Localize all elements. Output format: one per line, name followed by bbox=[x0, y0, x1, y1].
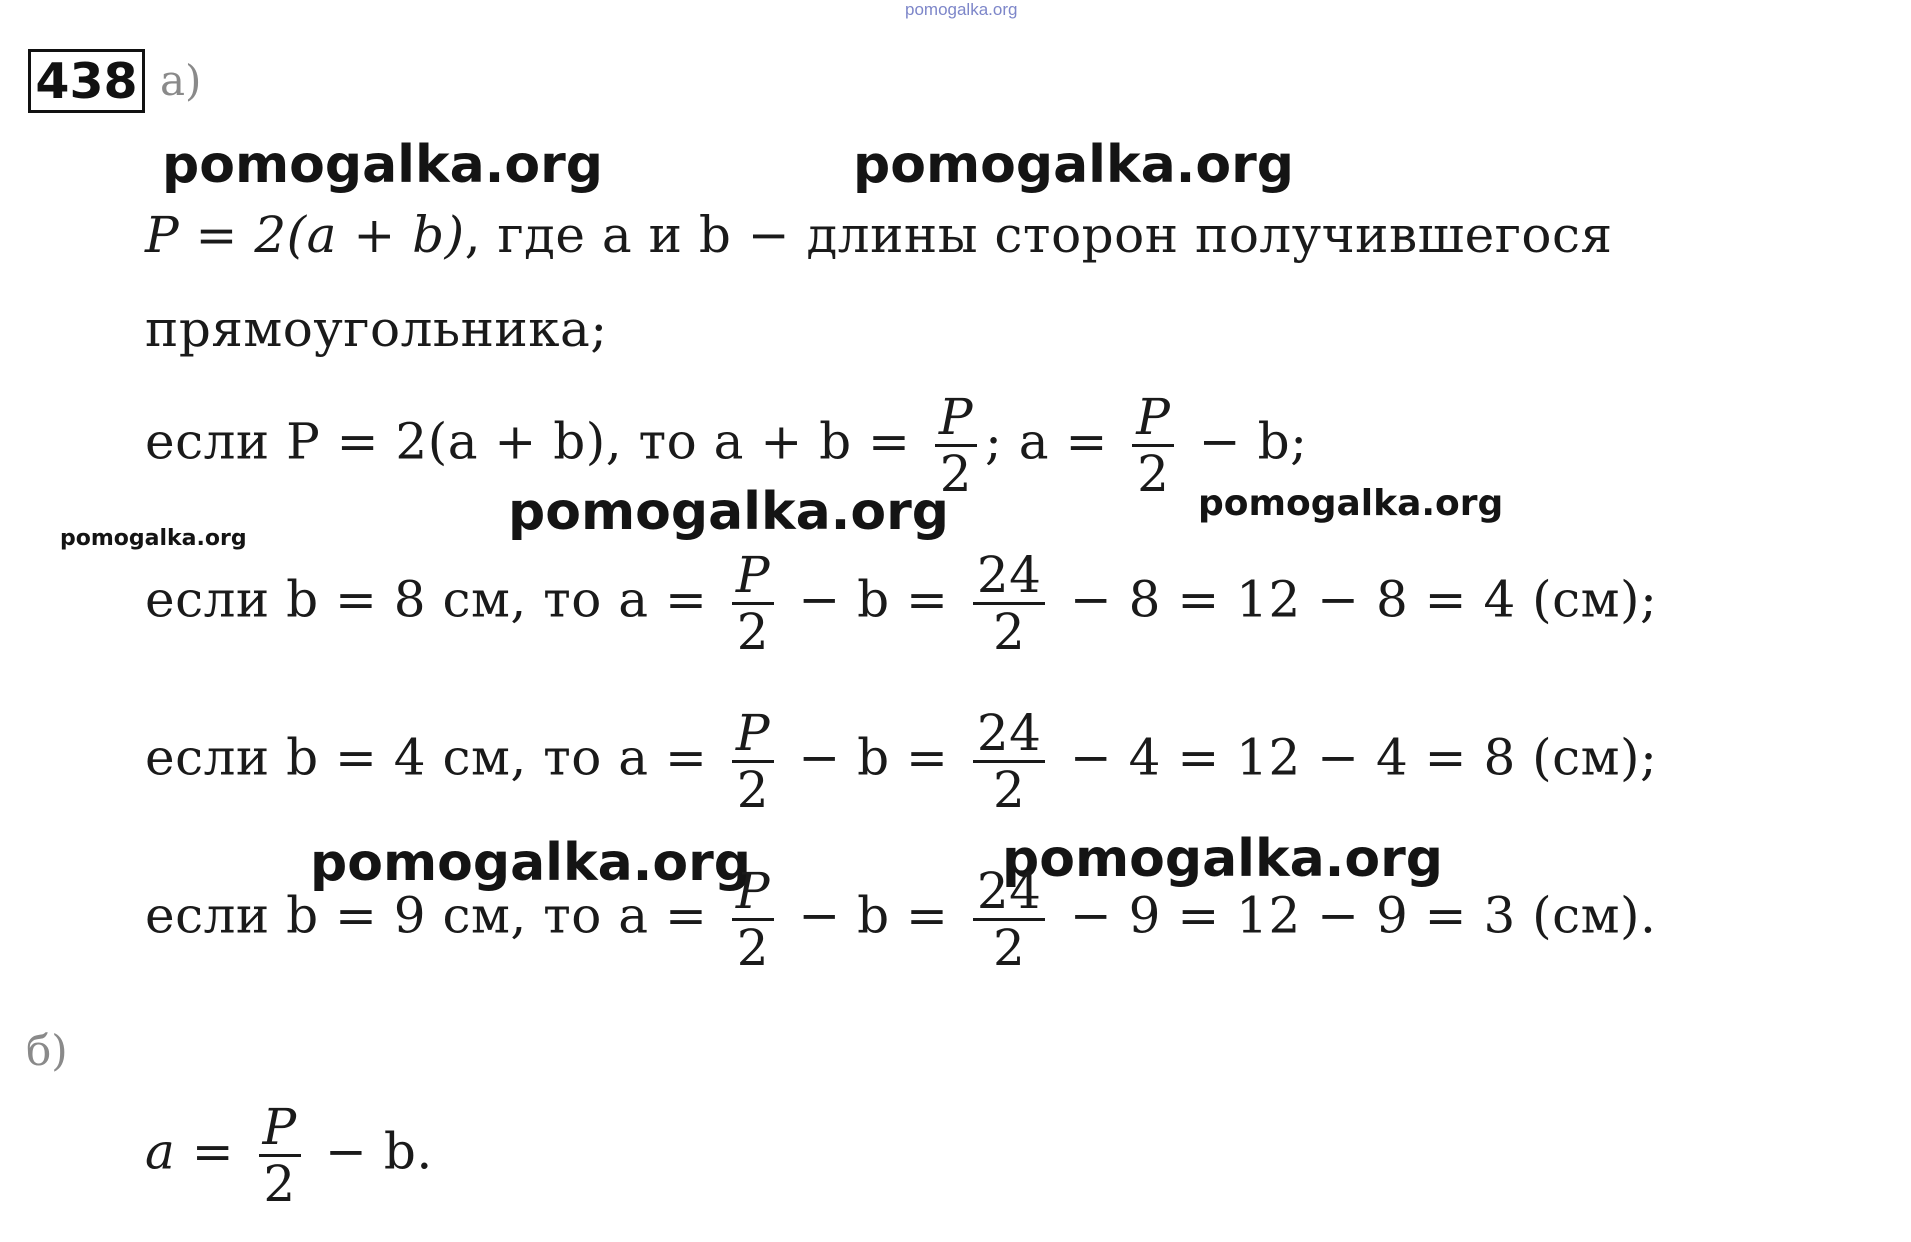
fraction-denominator: 2 bbox=[939, 445, 973, 503]
fraction-numerator: 24 bbox=[976, 704, 1042, 762]
fraction-denominator: 2 bbox=[263, 1155, 296, 1213]
watermark: pomogalka.org bbox=[1198, 483, 1504, 524]
line4-tail: − 8 = 12 − 8 = 4 (см); bbox=[1053, 570, 1658, 629]
watermark: pomogalka.org bbox=[1002, 829, 1444, 889]
part-a-label: а) bbox=[160, 56, 202, 105]
line5-tail: − 4 = 12 − 4 = 8 (см); bbox=[1053, 728, 1658, 787]
formula-line-2: прямоугольника; bbox=[145, 300, 608, 358]
formula-line-5 bbox=[145, 706, 1657, 817]
fraction-denominator: 2 bbox=[736, 919, 770, 977]
fraction-denominator: 2 bbox=[993, 919, 1026, 977]
fraction-numerator: 24 bbox=[976, 862, 1042, 920]
fraction-numerator: P bbox=[735, 704, 770, 762]
perimeter-formula: P = 2(a + b) bbox=[145, 206, 465, 264]
line7-lead: a = bbox=[145, 1122, 251, 1181]
fraction-24-over-2 bbox=[973, 864, 1046, 975]
fraction-24-over-2 bbox=[973, 706, 1046, 817]
fraction-denominator: 2 bbox=[736, 761, 770, 819]
formula-line-7 bbox=[145, 1100, 433, 1211]
fraction-numerator: P bbox=[262, 1098, 297, 1156]
fraction-numerator: P bbox=[1136, 388, 1171, 446]
line3-mid: ; a = bbox=[985, 412, 1125, 471]
fraction-p-over-2 bbox=[1132, 390, 1174, 501]
fraction-denominator: 2 bbox=[736, 603, 770, 661]
fraction-denominator: 2 bbox=[993, 603, 1026, 661]
fraction-p-over-2 bbox=[732, 548, 774, 659]
task-number-box: 438 bbox=[28, 49, 145, 113]
line6-tail: − 9 = 12 − 9 = 3 (см). bbox=[1053, 886, 1657, 945]
fraction-p-over-2 bbox=[732, 864, 774, 975]
watermark: pomogalka.org bbox=[508, 482, 950, 542]
fraction-numerator: P bbox=[735, 546, 770, 604]
watermark: pomogalka.org bbox=[60, 526, 247, 551]
formula-line-6 bbox=[145, 864, 1656, 975]
line3-lead: если P = 2(a + b), то a + b = bbox=[145, 412, 927, 471]
fraction-denominator: 2 bbox=[1137, 445, 1170, 503]
formula-explanation: , где a и b − длины сторон получившегося bbox=[464, 206, 1613, 264]
top-watermark: pomogalka.org bbox=[905, 0, 1018, 19]
watermark: pomogalka.org bbox=[162, 135, 604, 195]
fraction-24-over-2 bbox=[973, 548, 1046, 659]
fraction-p-over-2 bbox=[732, 706, 774, 817]
line3-tail: − b; bbox=[1182, 412, 1308, 471]
line6-mid: − b = bbox=[781, 886, 965, 945]
formula-line-4 bbox=[145, 548, 1657, 659]
fraction-numerator: 24 bbox=[976, 546, 1042, 604]
line4-mid: − b = bbox=[781, 570, 965, 629]
line4-lead: если b = 8 см, то a = bbox=[145, 570, 724, 629]
formula-line-1 bbox=[145, 206, 1613, 264]
fraction-p-over-2 bbox=[259, 1100, 301, 1211]
line5-lead: если b = 4 см, то a = bbox=[145, 728, 724, 787]
line7-tail: − b. bbox=[308, 1122, 433, 1181]
fraction-numerator: P bbox=[938, 388, 974, 446]
part-b-label: б) bbox=[26, 1026, 68, 1075]
fraction-denominator: 2 bbox=[993, 761, 1026, 819]
watermark: pomogalka.org bbox=[310, 833, 752, 893]
fraction-numerator: P bbox=[735, 862, 770, 920]
watermark: pomogalka.org bbox=[853, 135, 1295, 195]
line6-lead: если b = 9 см, то a = bbox=[145, 886, 724, 945]
line5-mid: − b = bbox=[781, 728, 965, 787]
